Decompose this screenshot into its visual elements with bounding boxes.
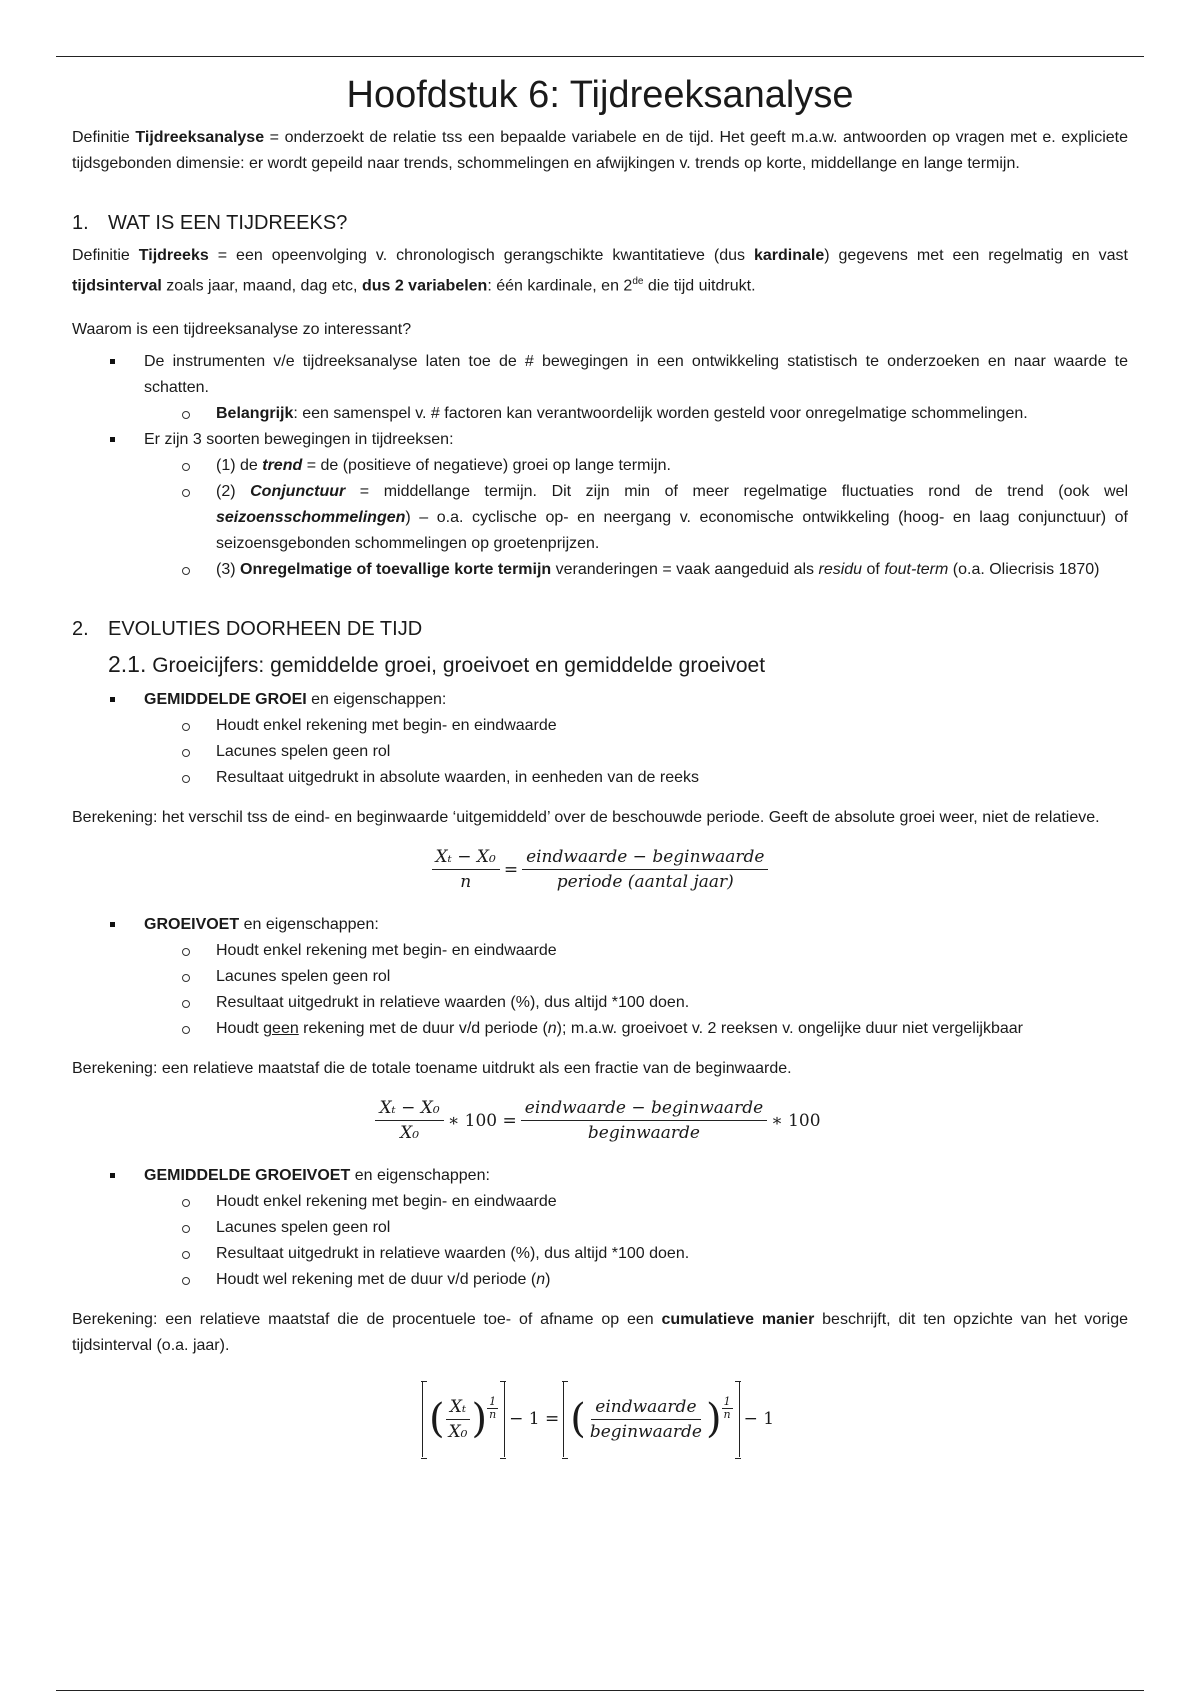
groeivoet-calculation: Berekening: een relatieve maatstaf die de totale toename uitdrukt als een fractie van de beginwaarde. <box>72 1060 792 1078</box>
section-2-heading: 2. EVOLUTIES DOORHEEN DE TIJD <box>72 618 423 641</box>
gemiddelde-groei-list <box>72 687 1128 791</box>
page-title: Hoofdstuk 6: Tijdreeksanalyse <box>346 74 854 116</box>
gemiddelde-groei-formula: $\frac{\text{Xₜ − X₀}}{n}$ = $\frac{\text{eindwaarde − beginwaarde}}{\text{periode (aantal jaar)}}$ <box>72 845 1128 894</box>
sub-list-item: Houdt enkel rekening met begin- en eindwaarde <box>72 713 1128 739</box>
list-item: GEMIDDELDE GROEIVOET en eigenschappen: Houdt enkel rekening met begin- en eindwaarde Lacunes spelen geen rol Resultaat uitgedrukt in relatieve waarden (%), dus altijd *100 doen. Houdt wel rekening met de duur v/d periode (n) <box>72 1163 1128 1293</box>
sub-list-item: Houdt enkel rekening met begin- en eindwaarde <box>72 1189 1128 1215</box>
sub-list-item: Houdt wel rekening met de duur v/d periode (n) <box>72 1267 1128 1293</box>
list-item: De instrumenten v/e tijdreeksanalyse laten toe de # bewegingen in een ontwikkeling statistisch te onderzoeken en naar waarde te schatten. Belangrijk: een samenspel v. # factoren kan verantwoordelijk worden gesteld voor onregelmatige schommelingen. <box>72 349 1128 427</box>
sub-list-item: Houdt enkel rekening met begin- en eindwaarde <box>72 938 1128 964</box>
sub-list-item: Lacunes spelen geen rol <box>72 739 1128 765</box>
tijdreeks-definition: Definitie Tijdreeks = een opeenvolging v. chronologisch gerangschikte kwantitatieve (dus kardinale) gegevens met een regelmatig en vast tijdsinterval zoals jaar, maand, dag etc, dus 2 variabelen: één kardinale, en 2de die tijd uitdrukt. <box>72 247 1128 295</box>
section-1-heading: 1. WAT IS EEN TIJDREEKS? <box>72 212 348 234</box>
list-item: Er zijn 3 soorten bewegingen in tijdreeksen: (1) de trend = de (positieve of negatieve) groei op lange termijn. (2) Conjunctuur = middellange termijn. Dit zijn min of meer regelmatige fluctuaties rond de trend (ook wel seizoensschommelingen) – o.a. cyclische op- en neergang v. economische ontwikkeling (hoog- en laag conjunctuur) of seizoensgebonden schommelingen op groetenprijzen. (3) Onregelmatige of toevallige korte termijn veranderingen = vaak aangeduid als residu of fout-term (o.a. Oliecrisis 1870) <box>72 427 1128 583</box>
left-bracket-group: ( $\frac{\text{Xₜ}}{\text{X₀}}$ ) $\frac{1}{n}$ <box>422 1381 505 1457</box>
gemiddelde-groeivoet-formula: ( $\frac{\text{Xₜ}}{\text{X₀}}$ ) $\frac{1}{n}$ − 1 = ( $\frac{\text{eindwaarde}}{\text{beginwaarde}}$ ) $\frac{1}{n}$ − 1 <box>72 1381 1128 1457</box>
intro-paragraph: Definitie Tijdreeksanalyse = onderzoekt de relatie tss een bepaalde variabele en de tijd. Het geeft m.a.w. antwoorden op vragen met e. expliciete tijdsgebonden dimensie: er wordt gepeild naar trends, schommelingen en afwijkingen v. trends op korte, middellange en lange termijn. <box>72 129 1129 172</box>
document-page <box>72 74 1128 1475</box>
sub-list-item: (3) Onregelmatige of toevallige korte termijn veranderingen = vaak aangeduid als residu of fout-term (o.a. Oliecrisis 1870) <box>72 557 1128 583</box>
sub-list-item: (2) Conjunctuur = middellange termijn. Dit zijn min of meer regelmatige fluctuaties rond de trend (ook wel seizoensschommelingen) – o.a. cyclische op- en neergang v. economische ontwikkeling (hoog- en laag conjunctuur) of seizoensgebonden schommelingen op groetenprijzen. <box>72 479 1128 557</box>
sub-list-item: Belangrijk: een samenspel v. # factoren kan verantwoordelijk worden gesteld voor onregelmatige schommelingen. <box>72 401 1128 427</box>
list-item: GROEIVOET en eigenschappen: Houdt enkel rekening met begin- en eindwaarde Lacunes spelen geen rol Resultaat uitgedrukt in relatieve waarden (%), dus altijd *100 doen. Houdt geen rekening met de duur v/d periode (n); m.a.w. groeivoet v. 2 reeksen v. ongelijke duur niet vergelijkbaar <box>72 912 1128 1042</box>
sub-list-item: Resultaat uitgedrukt in relatieve waarden (%), dus altijd *100 doen. <box>72 1241 1128 1267</box>
gemiddelde-groeivoet-list <box>72 1163 1128 1293</box>
sub-list-item: Lacunes spelen geen rol <box>72 1215 1128 1241</box>
sub-list-item: Lacunes spelen geen rol <box>72 964 1128 990</box>
question-paragraph: Waarom is een tijdreeksanalyse zo interessant? <box>72 321 412 339</box>
sub-list-item: Resultaat uitgedrukt in absolute waarden, in eenheden van de reeks <box>72 765 1128 791</box>
subsection-2-1-heading: 2.1. Groeicijfers: gemiddelde groei, groeivoet en gemiddelde groeivoet <box>108 651 766 678</box>
groeivoet-list <box>72 912 1128 1042</box>
groeivoet-formula: $\frac{\text{Xₜ − X₀}}{\text{X₀}}$ ∗ 100 = $\frac{\text{eindwaarde − beginwaarde}}{\text{beginwaarde}}$ ∗ 100 <box>72 1096 1128 1145</box>
section-1-list <box>72 349 1128 583</box>
sub-list-item: Resultaat uitgedrukt in relatieve waarden (%), dus altijd *100 doen. <box>72 990 1128 1016</box>
right-bracket-group: ( $\frac{\text{eindwaarde}}{\text{beginwaarde}}$ ) $\frac{1}{n}$ <box>563 1381 739 1457</box>
gemiddelde-groeivoet-calculation: Berekening: een relatieve maatstaf die de procentuele toe- of afname op een cumulatieve manier beschrijft, dit ten opzichte van het vorige tijdsinterval (o.a. jaar). <box>72 1311 1128 1355</box>
sub-list-item: Houdt geen rekening met de duur v/d periode (n); m.a.w. groeivoet v. 2 reeksen v. ongelijke duur niet vergelijkbaar <box>72 1016 1128 1042</box>
list-item: GEMIDDELDE GROEI en eigenschappen: Houdt enkel rekening met begin- en eindwaarde Lacunes spelen geen rol Resultaat uitgedrukt in absolute waarden, in eenheden van de reeks <box>72 687 1128 791</box>
gemiddelde-groei-calculation: Berekening: het verschil tss de eind- en beginwaarde ‘uitgemiddeld’ over de beschouwde periode. Geeft de absolute groei weer, niet de relatieve. <box>72 809 1100 827</box>
top-rule <box>56 56 1144 57</box>
bottom-rule <box>56 1690 1144 1691</box>
sub-list-item: (1) de trend = de (positieve of negatieve) groei op lange termijn. <box>72 453 1128 479</box>
